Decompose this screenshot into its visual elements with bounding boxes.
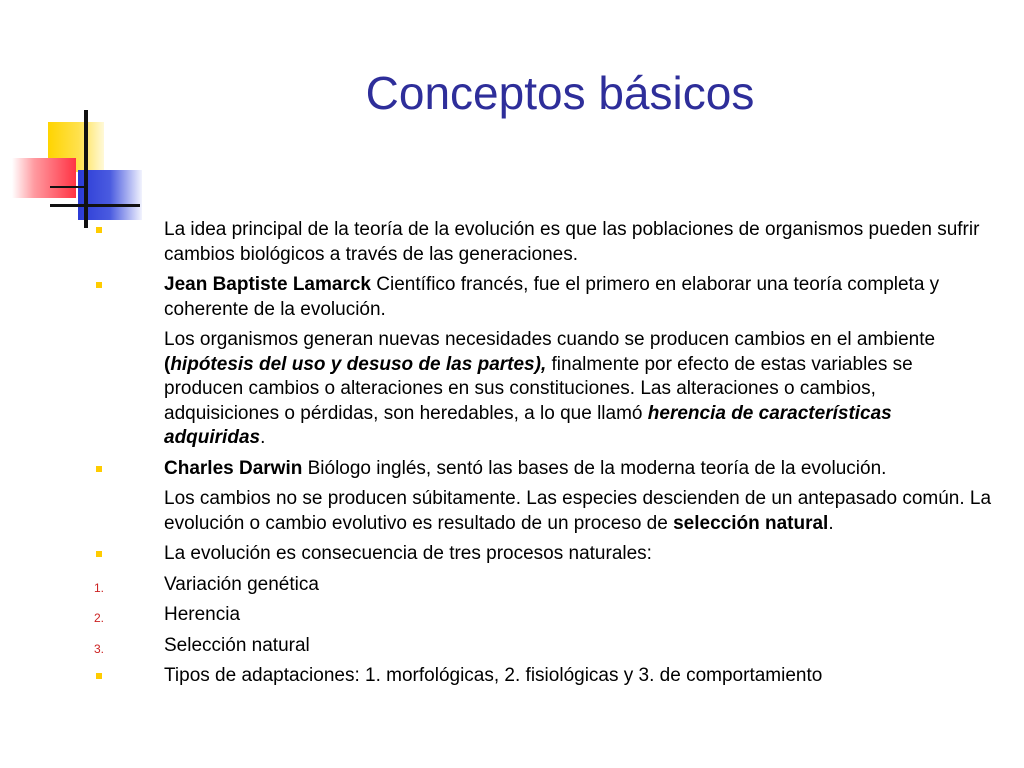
bullet-item (0, 273, 1024, 322)
paragraph-emphasis: herencia de características adquiridas (164, 402, 892, 448)
numbered-item (0, 573, 1024, 598)
paragraph-text: . (828, 512, 834, 534)
paragraph-text: Los cambios no se producen súbitamente. Las especies descienden de un antepasado común. La evolución o cambio evolutivo es resultado de un proceso de (164, 488, 992, 534)
bullet-text: Biólogo inglés, sentó las bases de la moderna teoría de la evolución. (302, 457, 887, 479)
bullet-bold-name: Jean Baptiste Lamarck (164, 274, 371, 295)
numbered-item (0, 603, 1024, 628)
paragraph-text: . (260, 427, 266, 448)
paragraph-paren: ( (164, 353, 171, 375)
list-number: 1. (94, 580, 105, 595)
paragraph-emphasis: hipótesis del uso y desuso de las partes), (170, 353, 547, 375)
square-bullet-icon (96, 282, 102, 288)
paragraph (0, 328, 1024, 451)
numbered-item (0, 634, 1024, 659)
slide-body (0, 218, 1024, 695)
bullet-item (0, 664, 1024, 689)
bullet-item (0, 542, 1024, 567)
list-number: 2. (94, 611, 105, 625)
paragraph-text: Los organismos generan nuevas necesidades cuando se producen cambios en el ambiente (164, 329, 936, 350)
decor-red-square (12, 158, 76, 198)
bullet-text: La idea principal de la teoría de la evolución es que las poblaciones de organismos pueden sufrir cambios biológicos a través de las generaciones. (164, 219, 980, 265)
bullet-bold-name: Charles Darwin (164, 457, 303, 479)
slide-title: Conceptos básicos (365, 67, 755, 119)
bullet-text: Científico francés, fue el primero en elaborar una teoría completa y coherente de la evolución. (164, 274, 940, 320)
decor-horizontal-line (50, 204, 140, 207)
square-bullet-icon (96, 466, 102, 472)
square-bullet-icon (96, 551, 102, 557)
square-bullet-icon (96, 673, 102, 679)
paragraph-bold: selección natural (673, 512, 829, 534)
paragraph-text: finalmente por efecto de estas variables se producen cambios o alteraciones en sus constituciones. Las alteraciones o cambios, adquisiciones o pérdidas, son heredables, a lo que llamó (164, 353, 913, 424)
paragraph (0, 487, 1024, 536)
numbered-text: Selección natural (164, 634, 310, 656)
square-bullet-icon (96, 227, 102, 233)
numbered-text: Herencia (164, 604, 241, 625)
bullet-item (0, 218, 1024, 267)
bullet-text: La evolución es consecuencia de tres procesos naturales: (164, 543, 652, 564)
decor-vertical-line (84, 110, 88, 228)
bullet-item (0, 457, 1024, 482)
decor-short-line (50, 186, 86, 188)
numbered-text: Variación genética (164, 573, 319, 595)
list-number: 3. (94, 641, 105, 656)
bullet-text: Tipos de adaptaciones: 1. morfológicas, 2. fisiológicas y 3. de comportamiento (164, 665, 823, 686)
